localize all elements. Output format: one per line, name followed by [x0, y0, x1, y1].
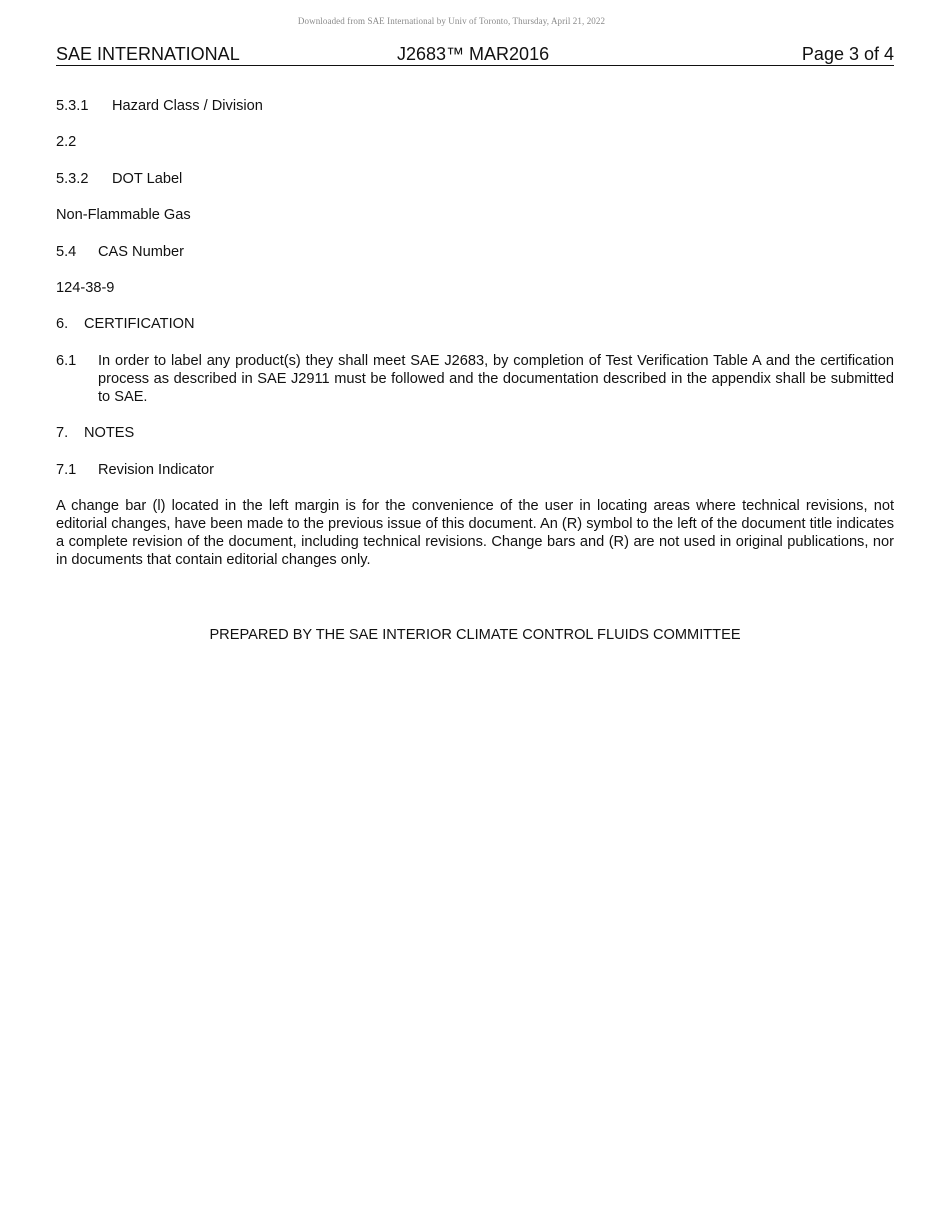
- section-number: 7.1: [56, 462, 77, 478]
- header-page-number: Page 3 of 4: [801, 44, 894, 64]
- section-title: NOTES: [84, 425, 135, 441]
- section-number: 6.: [56, 316, 69, 332]
- section-number: 5.3.1: [56, 98, 89, 114]
- section-title: CAS Number: [98, 244, 184, 260]
- cas-number-value: 124-38-9: [56, 280, 115, 296]
- hazard-class-value: 2.2: [56, 134, 77, 150]
- section-number: 5.3.2: [56, 171, 89, 187]
- section-title: Hazard Class / Division: [112, 98, 263, 114]
- section-number: 6.1: [56, 353, 77, 369]
- download-notice: Downloaded from SAE International by Univ of Toronto, Thursday, April 21, 2022: [297, 16, 606, 26]
- dot-label-value: Non-Flammable Gas: [56, 207, 191, 223]
- section-title: CERTIFICATION: [84, 316, 195, 332]
- section-title: Revision Indicator: [98, 462, 214, 478]
- header-org: SAE INTERNATIONAL: [56, 44, 240, 64]
- section-number: 7.: [56, 425, 69, 441]
- header-doc-id: J2683™ MAR2016: [397, 44, 550, 64]
- section-number: 5.4: [56, 244, 77, 260]
- section-title: DOT Label: [112, 171, 183, 187]
- paragraph-text: In order to label any product(s) they shall meet SAE J2683, by completion of Test Verification Table A and the certification process as described in SAE J2911 must be followed and the documentation described in the appendix shall be submitted to SAE.: [98, 353, 894, 405]
- prepared-by-footer: PREPARED BY THE SAE INTERIOR CLIMATE CONTROL FLUIDS COMMITTEE: [209, 627, 741, 643]
- paragraph-text: A change bar (l) located in the left margin is for the convenience of the user in locating areas where technical revisions, not editorial changes, have been made to the previous issue of this document. An (R) symbol to the left of the document title indicates a complete revision of the document, including technical revisions. Change bars and (R) are not used in original publications, nor in documents that contain editorial changes only.: [56, 498, 894, 568]
- running-header: [56, 44, 894, 66]
